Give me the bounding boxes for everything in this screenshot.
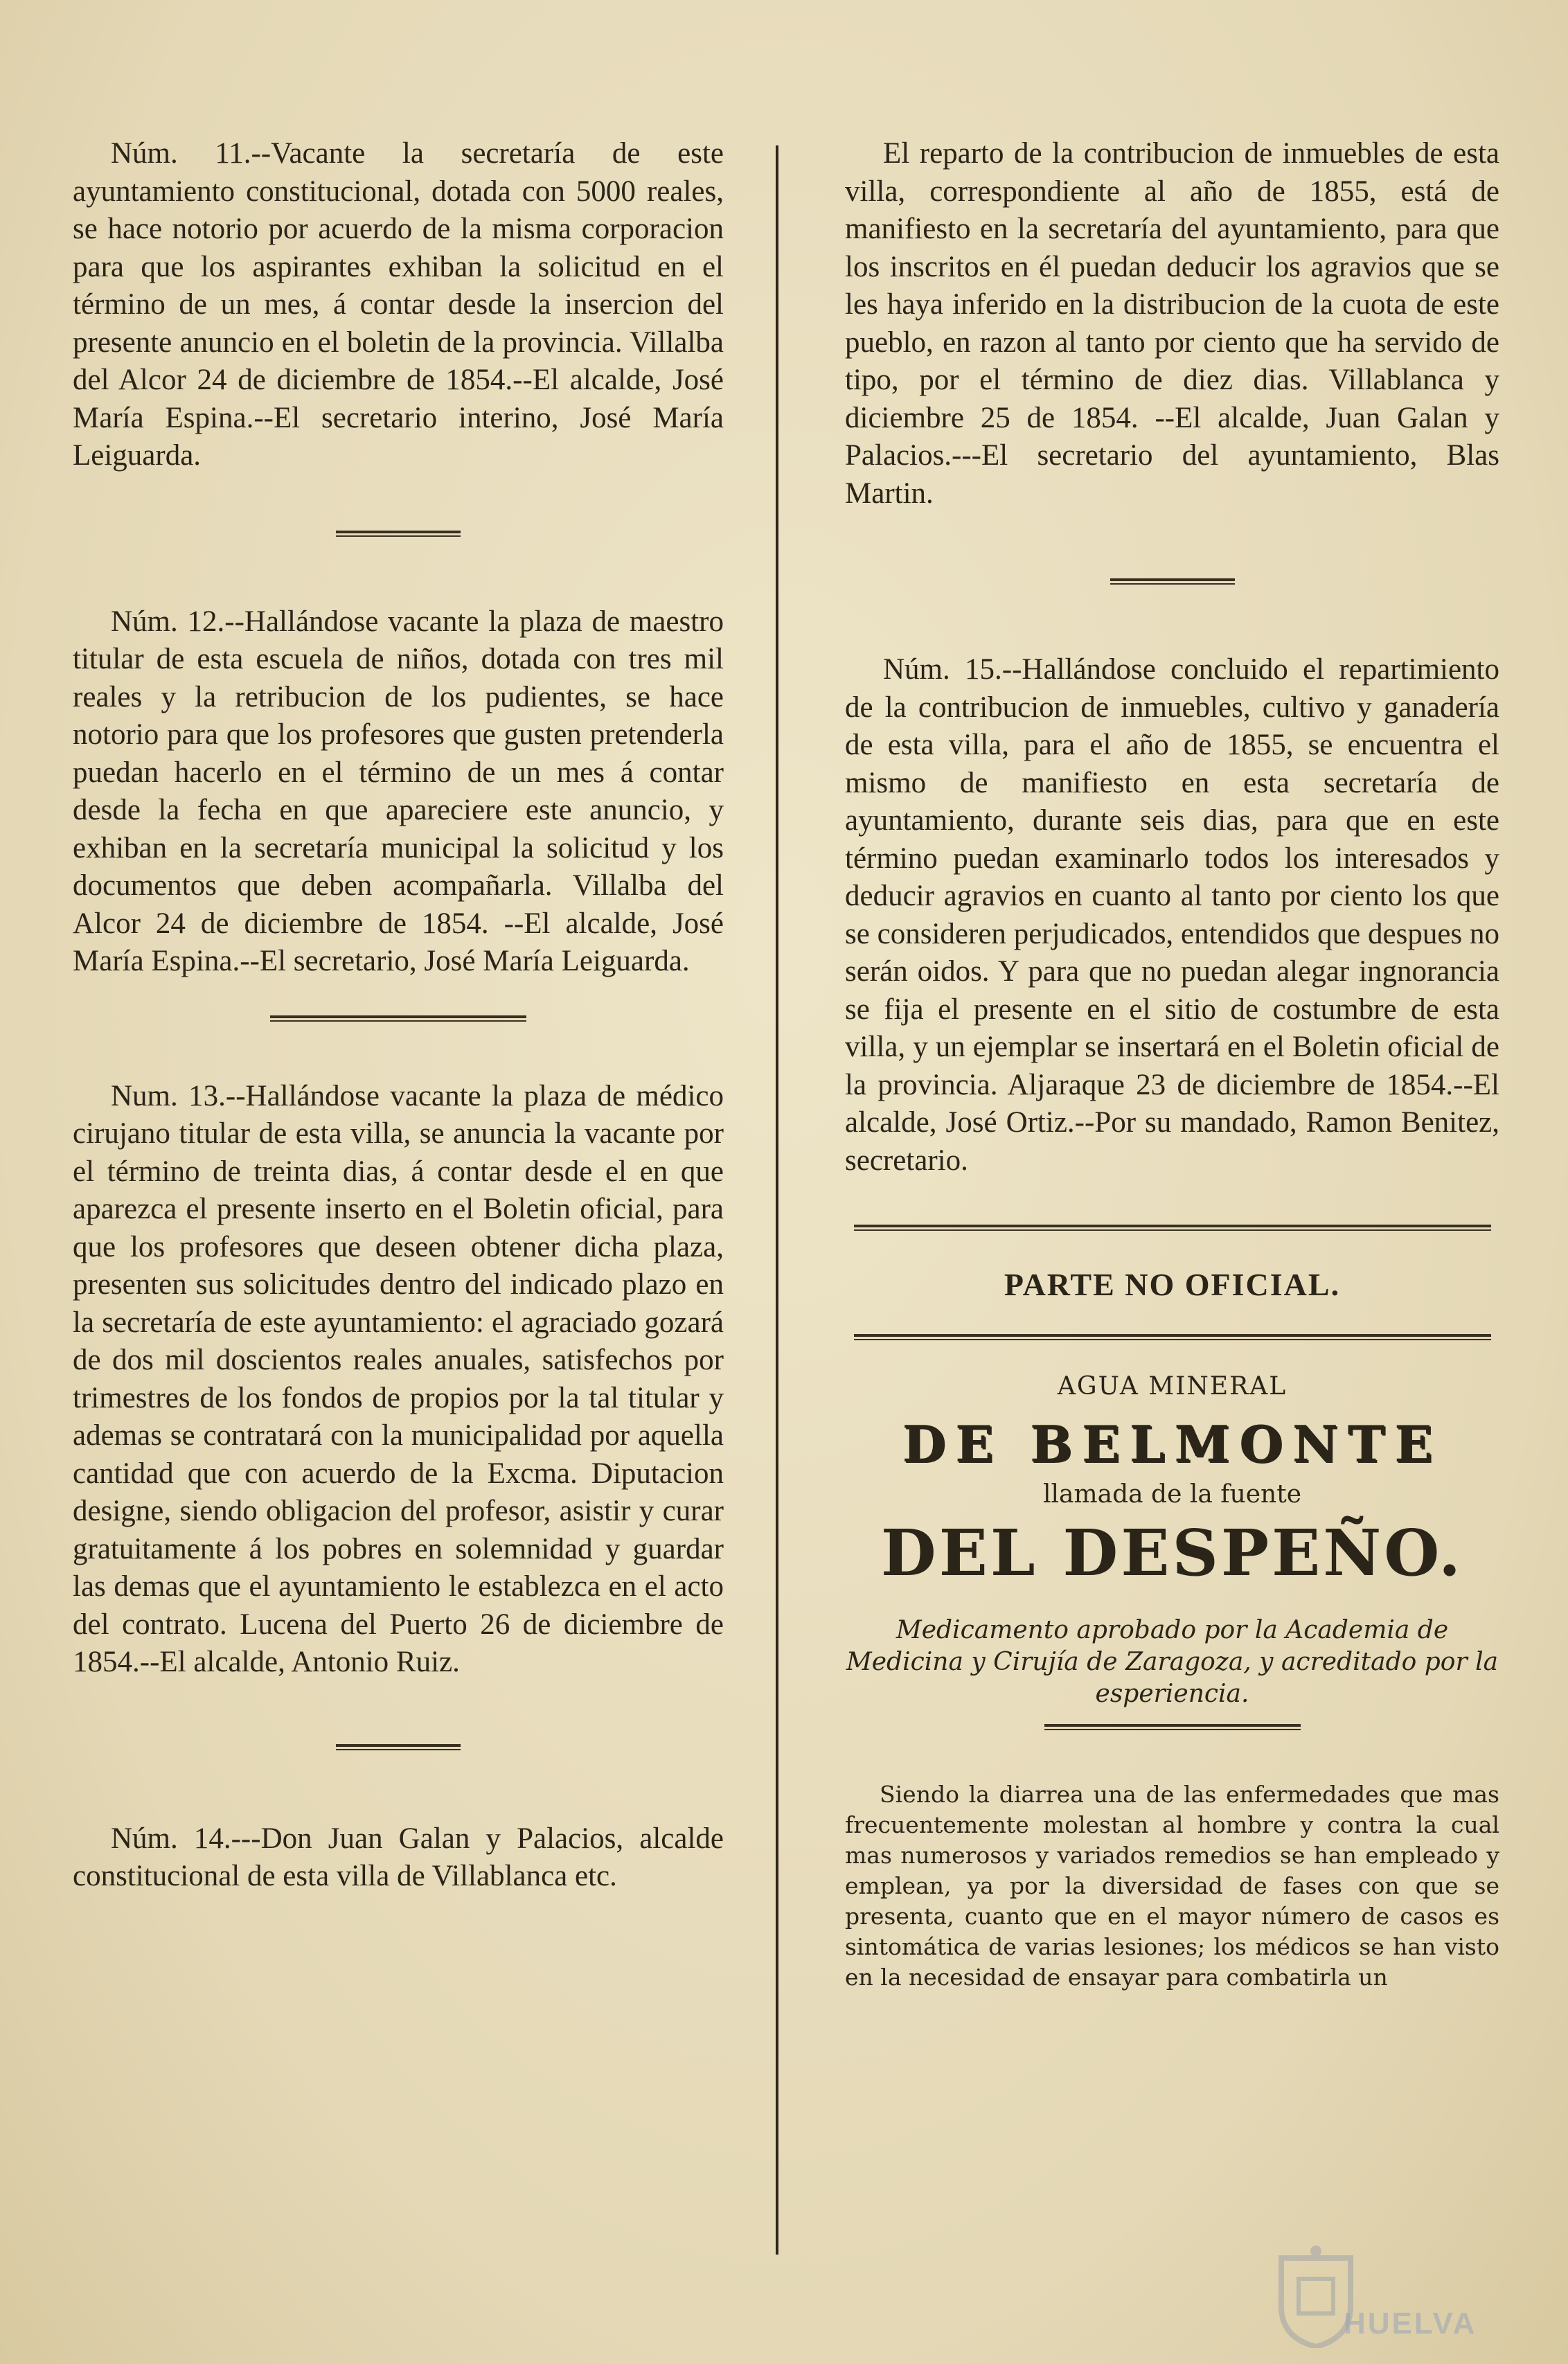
- right-column: [845, 135, 1499, 1993]
- separator-rule: [1110, 578, 1235, 585]
- separator-rule: [854, 1334, 1491, 1341]
- notice-13: Num. 13.--Hallándose vacante la plaza de médico cirujano titular de esta villa, se anuncia la vacante por el término de treinta dias, á contar desde el en que aparezca el presente inserto en el Boletin oficial, para que los profesores que deseen obtener dicha plaza, presenten sus solicitudes dentro del indicado plazo en la secretaría de este ayuntamiento: el agraciado gozará de dos mil doscientos reales anuales, satisfechos por trimestres de los fondos de propios por la tal titular y ademas se contratará con la municipalidad por aquella cantidad que con acuerdo de la Excma. Diputacion designe, siendo obligacion del profesor, asistir y curar gratuitamente á los pobres en solemnidad y guardar las demas que el ayuntamiento le establezca en el acto del contrato. Lucena del Puerto 26 de diciembre de 1854.--El alcalde, Antonio Ruiz.: [73, 1079, 724, 1678]
- ad-tagline: Medicamento aprobado por la Academia de Medicina y Cirujía de Zaragoza, y acreditado por la esperiencia.: [846, 1616, 1499, 1708]
- separator-rule: [336, 531, 461, 537]
- separator-rule: [270, 1015, 526, 1022]
- left-column: [73, 135, 724, 1896]
- separator-rule: [854, 1225, 1491, 1232]
- watermark-text: HUELVA: [1344, 2307, 1477, 2340]
- notice-12: Núm. 12.--Hallándose vacante la plaza de maestro titular de esta escuela de niños, dotada con tres mil reales y la retribucion de los pudientes, se hace notorio para que los profesores que gusten pretenderla puedan hacerlo en el término de un mes á contar desde la fecha en que apareciere este anuncio, y exhiban en la secretaría municipal la solicitud y los documentos que deben acompañarla. Villalba del Alcor 24 de diciembre de 1854. --El alcalde, José María Espina.--El secretario, José María Leiguarda.: [73, 605, 724, 977]
- notice-14: Núm. 14.---Don Juan Galan y Palacios, alcalde constitucional de esta villa de Villablanca etc.: [73, 1822, 724, 1892]
- separator-rule: [1044, 1724, 1301, 1731]
- notice-15: Núm. 15.--Hallándose concluido el repartimiento de la contribucion de inmuebles, cultivo y ganadería de esta villa, para el año de 1855, se encuentra el mismo de manifiesto en esta secretaría de ayuntamiento, durante seis dias, para que en este término puedan examinarlo todos los interesados y deducir agravios en cuanto al tanto por ciento los que se consideren perjudicados, entendidos que despues no serán oidos. Y para que no puedan alegar ingnorancia se fija el presente en el sitio de costumbre de esta villa, y un ejemplar se insertará en el Boletin oficial de la provincia. Aljaraque 23 de diciembre de 1854.--El alcalde, José Ortiz.--Por su mandado, Ramon Benitez, secretario.: [845, 653, 1499, 1177]
- ad-line-1: AGUA MINERAL: [1057, 1372, 1288, 1401]
- notice-11: Núm. 11.--Vacante la secretaría de este ayuntamiento constitucional, dotada con 5000 reales, se hace notorio por acuerdo de la misma corporacion para que los aspirantes exhiban la solicitud en el término de un mes, á contar desde la insercion del presente anuncio en el boletin de la provincia. Villalba del Alcor 24 de diciembre de 1854.--El alcalde, José María Espina.--El secretario interino, José María Leiguarda.: [73, 137, 724, 472]
- section-heading: PARTE NO OFICIAL.: [1004, 1267, 1341, 1302]
- column-divider: [776, 145, 778, 2255]
- separator-rule: [336, 1744, 461, 1751]
- notice-14-continued: El reparto de la contribucion de inmuebles de esta villa, correspondiente al año de 1855, está de manifiesto en la secretaría del ayuntamiento, para que los inscritos en él puedan deducir los agravios que se les haya inferido en la distribucion de la cuota de este pueblo, en razon al tanto por ciento que ha servido de tipo, por el término de diez dias. Villablanca y diciembre 25 de 1854. --El alcalde, Juan Galan y Palacios.---El secretario del ayuntamiento, Blas Martin.: [845, 137, 1499, 510]
- ad-body: Siendo la diarrea una de las enfermedades que mas frecuentemente molestan al hombre y contra la cual mas numerosos y variados remedios se han empleado y emplean, ya por la diversidad de fases con que se presenta, cuanto que en el mayor número de casos es sintomática de varias lesiones; los médicos se han visto en la necesidad de ensayar para combatirla un: [845, 1781, 1499, 1991]
- ad-line-4: DEL DESPEÑO.: [880, 1516, 1464, 1590]
- ad-line-3: llamada de la fuente: [1042, 1480, 1302, 1509]
- ad-line-2: DE BELMONTE: [902, 1414, 1443, 1473]
